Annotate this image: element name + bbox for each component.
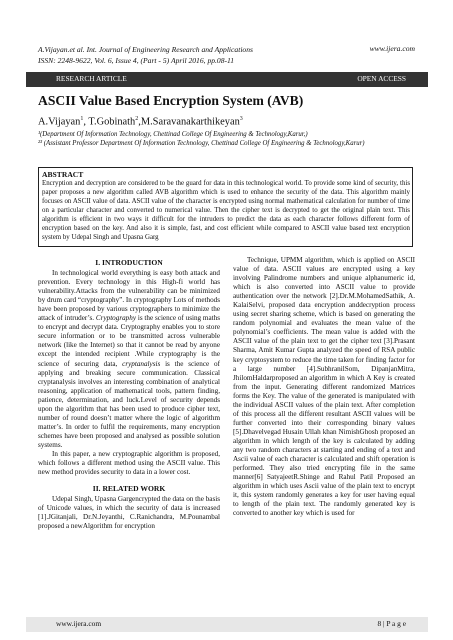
paper-title: ASCII Value Based Encryption System (AVB) (38, 93, 304, 108)
related-work-paragraph: Udepal Singh, Upasna Gargencrypted the data on the basis of Unicode values, in which the security of data is increased [1].JGitanjali, Dr.N.Jeyanthi, C.Ranichandra, M.Pounambal proposed a newAlgorithm for encryption (38, 495, 220, 531)
left-column (38, 256, 220, 531)
intro-text: is the science of applying and breaking secure communication. Classical cryptanalysis involves an interesting combination of analytical reasoning, application of mathematical tools, pattern finding, patience, determination, and luck.Level of security depends upon the algorithm that has been used to produce cipher text, number of round doesn’t matter where the logic of algorithm matter’s. In order to fulfil the requirements, many encryption schemes have been proposed and analysed as possible solution systems. (38, 359, 220, 449)
article-type-banner (26, 72, 428, 87)
abstract-heading: ABSTRACT (42, 170, 84, 179)
intro-heading: I. INTRODUCTION (95, 258, 163, 267)
related-work-heading: II. RELATED WORK (92, 484, 166, 494)
article-type: RESEARCH ARTICLE (56, 74, 127, 83)
page-number: 8 | P a g e (377, 619, 406, 628)
access-type: OPEN ACCESS (357, 74, 406, 83)
author-1: A.Vijayan (38, 116, 81, 128)
intro-term: cryptanalysis (122, 359, 161, 368)
author-2-mark: 2 (135, 116, 139, 122)
author-3-mark: 3 (239, 116, 243, 122)
intro-text: In technological world everything is easy both attack and prevention. Every technology in this High-fi world has vulnerability.Attacks from the vulnerability can be minimized by drum card “cryptography”. In cryptography Lots of methods have been proposed by various cryptographers to minimize the attack of intruder’s. (38, 269, 220, 323)
author-list (38, 116, 243, 127)
intro-term: Cryptography (95, 314, 136, 323)
author-sep: , (83, 116, 89, 128)
intro-paragraph-1 (38, 269, 220, 450)
footer-website[interactable]: www.ijera.com (56, 619, 102, 628)
journal-name: A.Vijayan.et al. Int. Journal of Engineering Research and Applications (38, 45, 253, 54)
journal-website[interactable]: www.ijera.com (369, 44, 415, 53)
intro-paragraph-2: In this paper, a new cryptographic algorithm is proposed, which follows a different method using the ASCII value. This new method provides security to data in a lower cost. (38, 449, 220, 477)
right-column (233, 256, 415, 518)
abstract-box (38, 167, 413, 247)
author-1-mark: 1 (80, 116, 84, 122)
related-work-continued: Technique, UPMM algorithm, which is applied on ASCII value of data. ASCII values are encrypted using a key involving Palindrome numbers and unique alphanumeric id, which is also converted into ASCII value to provide authentication over the network [2].Dr.M.MohamedSathik, A. KalaiSelvi, proposed data encryption anddecryption process using secret sharing scheme, which is based on generating the random polynomial and evaluates the mean value of the polynomial’s coefficients. The mean value is added with the ASCII value of the plain text to get the cipher text [3].Prasant Sharma, Amit Kumar Gupta analyzed the speed of RSA public key cryptosystem to reduce the time taken for finding factor for a large number [4].SubhranilSom, DipanjanMitra, JhilomHaldarproposed an algorithm in which A Key is created from the input. Generating different randomized Matrices forms the Key. The value of the generated is manipulated with the individual ASCII values of the plain text. After completion of this process all the different resultant ASCII values will be further converted into their corresponding binary values [5].Dhavelvegad Husain Ullah khan NimishGhosh proposed an algorithm in which length of the key is calculated by adding any two random characters at starting and ending of a text and Ascii value of each character is calculated and shift operation is performed. They also tried encrypting file in the same manner[6] SatyajeetR.Shinge and Rahul Patil Proposed an algorithm in which uses Ascii value of the plain text to encrypt it, this system randomly generates a key for user having equal to length of the plain text. The randomly generated key is converted to another key which is used for (233, 256, 416, 518)
abstract-text: Encryption and decryption are considered to be the guard for data in this technological world. To provide some kind of security, this paper proposes a new algorithm called AVB algorithm which is used to enhance the security of the data. This algorithm mainly focuses on ASCII value of data. ASCII value of the character is encrypted using normal mathematical calculation for number of time on a particular character and converted to numerical value. Then the cipher text is decrypted to get the original plain text. This algorithm is efficient in two ways it difficult for the intruders to predict the data as each character follows different form of encryption based on the key. And also it is simple, fast, and cost efficient while compared to ASCII value based text encryption system by Udepal Singh and Upasna Garg (42, 180, 410, 241)
author-3: Saravanakarthikeyan (152, 116, 240, 128)
journal-header (38, 44, 253, 66)
page-footer (26, 617, 428, 632)
issn-line: ISSN: 2248-9622, Vol. 6, Issue 4, (Part - 5) April 2016, pp.08-11 (38, 56, 235, 65)
author-2: T.Gobinath (88, 116, 136, 128)
affiliation-1: ¹(Department Of Information Technology, Chettinad College Of Engineering & Technology,Karur,) (38, 131, 308, 138)
affiliation-2: ²³ (Assistant Professor Department Of Information Technology, Chettinad College Of Engineering & Technology,Karur) (38, 140, 365, 147)
author-sep: ,M. (138, 116, 153, 128)
intro-text: is the science of using maths to encrypt and decrypt data. Cryptography enables you to store secure information or to be transmitted across vulnerable network (like the Internet) so that it cannot be read by anyone except the intended recipient .While cryptography is the science of securing data, (38, 314, 220, 368)
